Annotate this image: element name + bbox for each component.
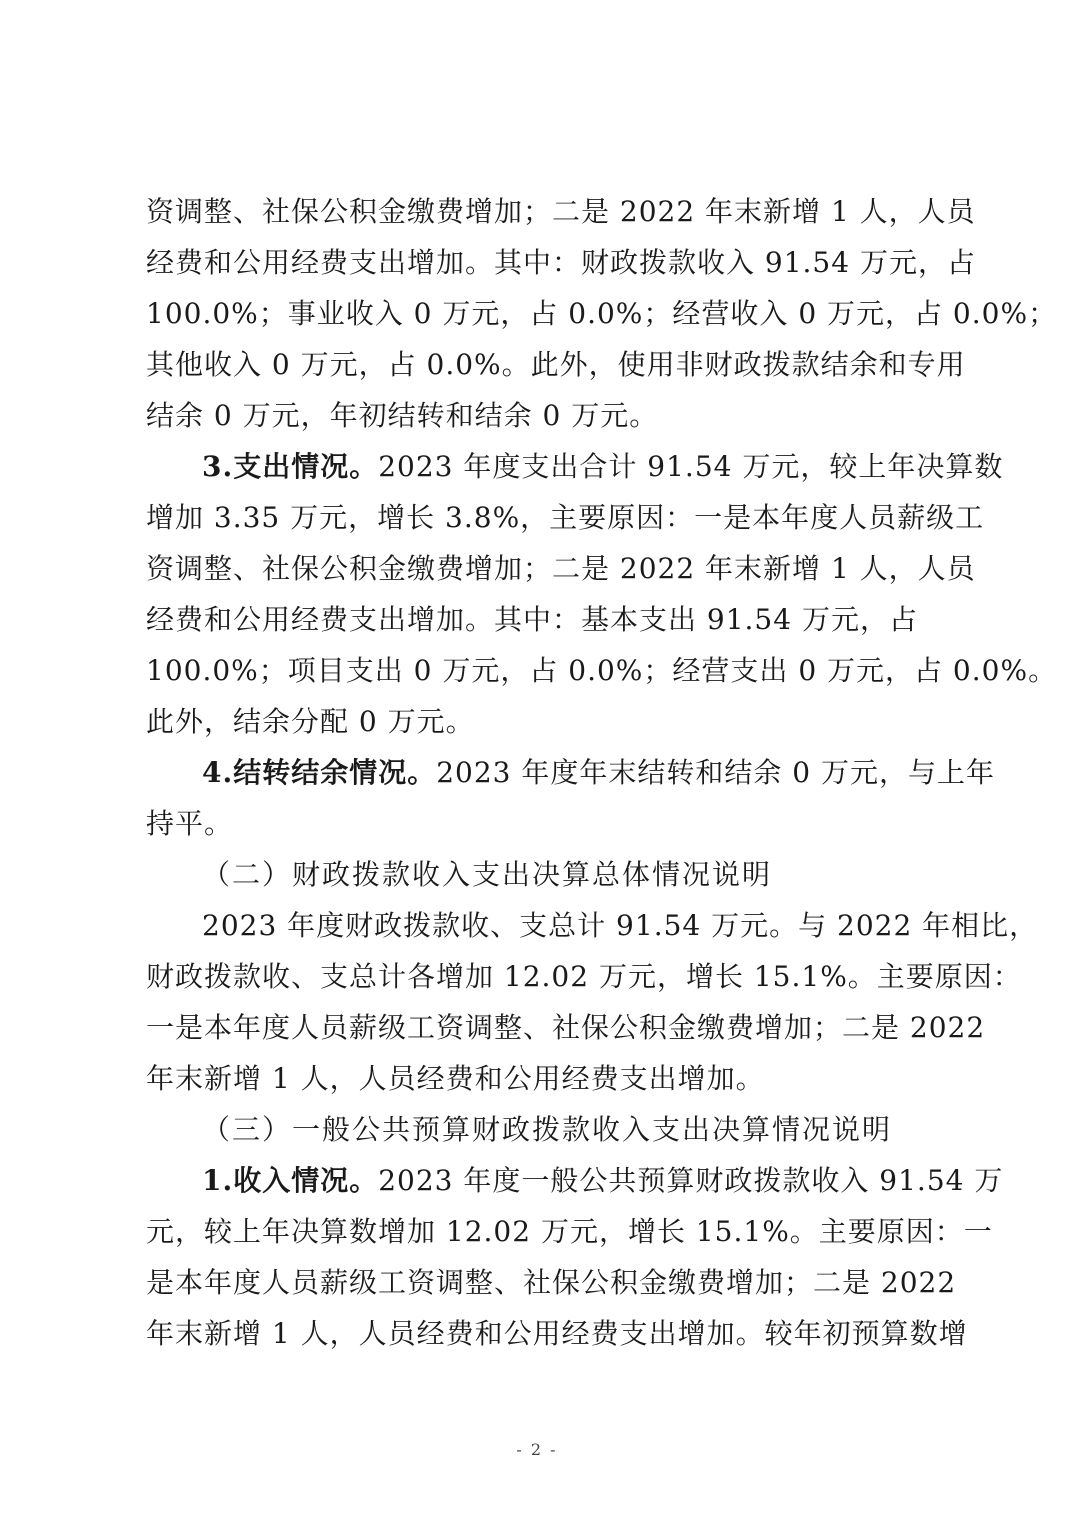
text-line	[146, 441, 1004, 492]
paragraph-expenditure	[146, 441, 1058, 747]
text-line: 年末新增 1 人，人员经费和公用经费支出增加。	[146, 1062, 765, 1095]
text-line: 年末新增 1 人，人员经费和公用经费支出增加。较年初预算数增	[146, 1317, 968, 1350]
text-line: 100.0%；事业收入 0 万元，占 0.0%；经营收入 0 万元，占 0.0%；	[146, 297, 1058, 330]
text-line: 此外，结余分配 0 万元。	[146, 705, 475, 738]
text-line: 持平。	[146, 807, 234, 840]
text-run: 2023 年度年末结转和结余 0 万元，与上年	[436, 756, 996, 789]
text-line: 结余 0 万元，年初结转和结余 0 万元。	[146, 399, 659, 432]
section-heading: （二）财政拨款收入支出决算总体情况说明	[202, 858, 773, 891]
text-run: 2023 年度一般公共预算财政拨款收入 91.54 万	[378, 1164, 1004, 1197]
text-line: 是本年度人员薪级工资调整、社保公积金缴费增加；二是 2022	[146, 1266, 957, 1299]
body-text	[146, 186, 1058, 1359]
text-line: 2023 年度财政拨款收、支总计 91.54 万元。与 2022 年相比，	[202, 909, 1039, 942]
text-line: 100.0%；项目支出 0 万元，占 0.0%；经营支出 0 万元，占 0.0%。	[146, 654, 1058, 687]
text-line: 经费和公用经费支出增加。其中：基本支出 91.54 万元，占	[146, 603, 918, 636]
text-line: 元，较上年决算数增加 12.02 万元，增长 15.1%。主要原因：一	[146, 1215, 993, 1248]
paragraph-general-income	[146, 1155, 1004, 1359]
text-line: 财政拨款收、支总计各增加 12.02 万元，增长 15.1%。主要原因：	[146, 960, 1022, 993]
text-line: 资调整、社保公积金缴费增加；二是 2022 年末新增 1 人，人员	[146, 195, 976, 228]
page-number: - 2 -	[516, 1440, 558, 1459]
section-heading: （三）一般公共预算财政拨款收入支出决算情况说明	[202, 1113, 893, 1146]
text-line: 一是本年度人员薪级工资调整、社保公积金缴费增加；二是 2022	[146, 1011, 986, 1044]
text-line	[146, 1155, 1004, 1206]
text-run: 2023 年度支出合计 91.54 万元，较上年决算数	[378, 450, 1004, 483]
text-line: 资调整、社保公积金缴费增加；二是 2022 年末新增 1 人，人员	[146, 552, 976, 585]
paragraph-lead-heading: 4.结转结余情况。	[202, 756, 437, 789]
paragraph-carryover	[146, 747, 996, 849]
paragraph-income-continued	[146, 186, 1058, 441]
paragraph-lead-heading: 3.支出情况。	[202, 450, 379, 483]
paragraph-lead-heading: 1.收入情况。	[202, 1164, 379, 1197]
paragraph-fiscal-total	[146, 900, 1039, 1104]
text-line: 经费和公用经费支出增加。其中：财政拨款收入 91.54 万元，占	[146, 246, 976, 279]
text-line: 其他收入 0 万元，占 0.0%。此外，使用非财政拨款结余和专用	[146, 348, 966, 381]
text-line: 增加 3.35 万元，增长 3.8%，主要原因：一是本年度人员薪级工	[146, 501, 985, 534]
text-line	[146, 747, 996, 798]
